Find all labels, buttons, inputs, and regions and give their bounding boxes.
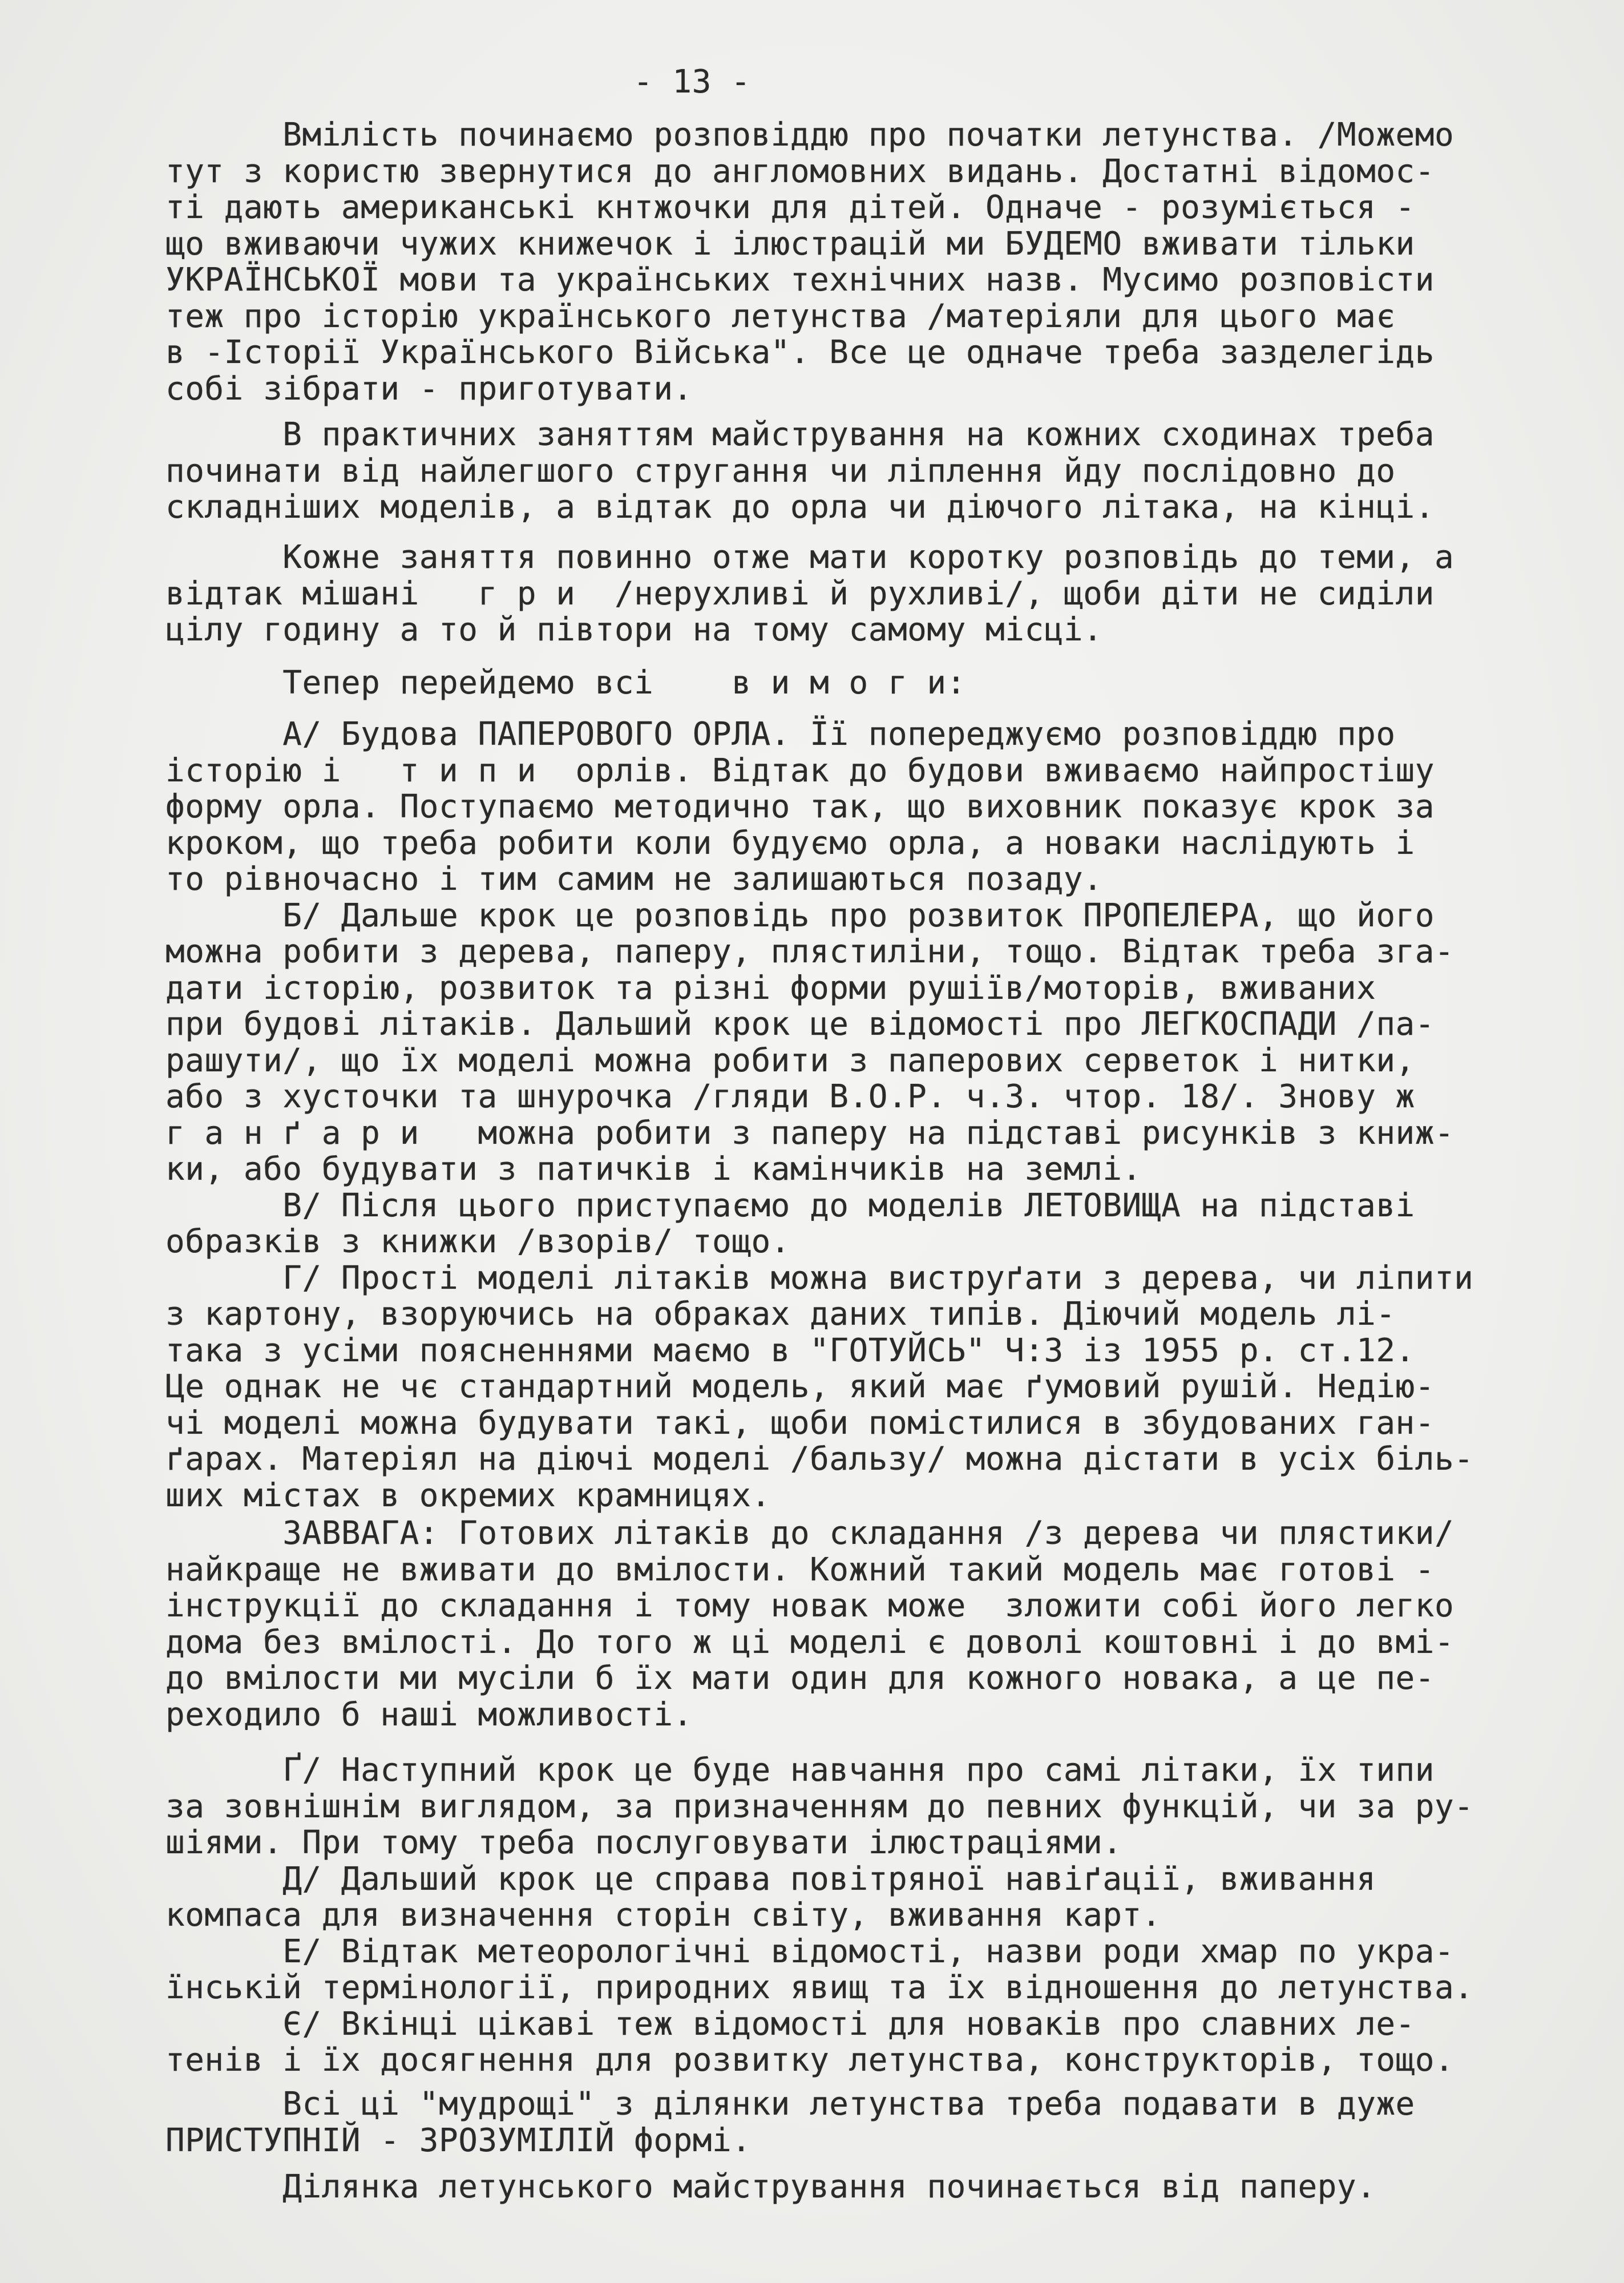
text-line: шіями. При тому треба послуговувати ілюстраціями. [165,1824,1122,1861]
paragraph-2 [165,417,1435,526]
text-line: складніших моделів, а відтак до орла чи діючого літака, на кінці. [165,489,1435,526]
text-line: УКРАЇНСЬКОЇ мови та українських технічних назв. Мусимо розповісти [165,261,1435,299]
text-line: що вживаючи чужих книжечок і ілюстрацій ми БУДЕМО вживати тільки [165,225,1415,263]
text-line: Ґ/ Наступний крок це буде навчання про самі літаки, їх типи [165,1752,1435,1789]
text-line: образків з книжки /взорів/ тощо. [165,1223,790,1260]
text-line: то рівночасно і тим самим не залишаються позаду. [165,861,1103,898]
text-line: при будові літаків. Дальший крок це відомості про ЛЕГКОСПАДИ /па- [165,1006,1435,1043]
text-line: г а н ґ а р и можна робити з паперу на підставі рисунків з книж- [165,1114,1455,1152]
text-line: Г/ Прості моделі літаків можна виструґати з дерева, чи ліпити [165,1259,1474,1297]
text-line: Е/ Відтак метеорологічні відомості, назви роди хмар по укра- [165,1933,1455,1970]
text-line: реходило б наші можливості. [165,1696,693,1733]
text-line: В/ Після цього приступаємо до моделів ЛЕТОВИЩА на підставі [165,1187,1415,1224]
text-line: або з хусточки та шнурочка /гляди В.О.Р. ч.3. чтор. 18/. Знову ж [165,1078,1415,1115]
text-line: Вмілість починаємо розповіддю про початки летунства. /Можемо [165,116,1455,154]
text-line: цілу годину а то й півтори на тому самому місці. [165,611,1103,648]
paragraph-8 [165,2086,1415,2159]
text-line: кроком, що треба робити коли будуємо орла, а новаки наслідують і [165,824,1415,862]
paragraph-4 [165,665,966,701]
text-line: до вмілости ми мусіли б їх мати один для кожного новака, а це пе- [165,1660,1435,1697]
text-line: Ділянка летунського майстрування починається від паперу. [165,2168,1376,2205]
text-line: теж про історію українського летунства /матеріяли для цього має [165,297,1396,335]
text-line: ґарах. Матеріял на діючі моделі /бальзу/ можна дістати в усіх біль- [165,1441,1474,1478]
text-line: відтак мішані г р и /нерухливі й рухливі/, щоби діти не сиділи [165,575,1435,612]
text-line: ПРИСТУПНІЙ - ЗРОЗУМІЛІЙ формі. [165,2121,752,2159]
text-line: Всі ці "мудрощі" з ділянки летунства треба подавати в дуже [165,2086,1415,2123]
text-line: дома без вмілості. До того ж ці моделі є доволі коштовні і до вмі- [165,1623,1455,1661]
text-line: тенів і їх досягнення для розвитку летунства, конструкторів, тощо. [165,2042,1455,2079]
text-line: В практичних заняттям майстрування на кожних сходинах треба [165,416,1435,453]
text-line: дати історію, розвиток та різні форми рушіїв/моторів, вживаних [165,969,1376,1007]
paragraph-6 [165,1515,1454,1733]
text-line: Це однак не чє стандартний модель, який має ґумовий рушій. Недію- [165,1368,1435,1405]
text-line: тут з користю звернутися до англомовних видань. Достатні відомос- [165,152,1435,190]
paragraph-3 [165,539,1454,648]
text-line: А/ Будова ПАПЕРОВОГО ОРЛА. Її попереджуємо розповіддю про [165,716,1396,753]
paragraph-1 [165,117,1454,407]
text-line: ки, або будувати з патичків і камінчиків на землі. [165,1151,1142,1188]
text-line: історію і т и п и орлів. Відтак до будови вживаємо найпростішу [165,752,1435,789]
text-line: їнській термінології, природних явищ та їх відношення до летунства. [165,1969,1474,2006]
text-line: за зовнішнім виглядом, за призначенням до певних функцій, чи за ру- [165,1788,1474,1825]
text-line: рашути/, що їх моделі можна робити з паперових серветок і нитки, [165,1042,1415,1079]
text-line: ЗАВВАГА: Готових літаків до складання /з дерева чи плястики/ [165,1515,1455,1552]
text-line: Д/ Дальший крок це справа повітряної навіґації, вживання [165,1860,1376,1898]
paragraph-7 [165,1752,1473,2079]
text-line: Кожне заняття повинно отже мати коротку розповідь до теми, а [165,539,1455,576]
text-line: Б/ Дальше крок це розповідь про розвиток ПРОПЕЛЕРА, що його [165,897,1435,934]
paragraph-5 [165,716,1473,1514]
paragraph-9 [165,2169,1376,2205]
text-line: форму орла. Поступаємо методично так, що виховник показує крок за [165,788,1435,825]
text-line: інструкції до складання і тому новак може зложити собі його легко [165,1587,1455,1624]
text-line: Є/ Вкінці цікаві теж відомості для новаків про славних ле- [165,2005,1415,2043]
text-line: така з усіми поясненнями маємо в "ГОТУЙСЬ" Ч:3 із 1955 р. ст.12. [165,1332,1415,1369]
text-line: Тепер перейдемо всі в и м о г и: [165,664,966,701]
text-line: в -Історії Українського Війська". Все це одначе треба зазделегідь [165,334,1435,371]
page-number: - 13 - [633,63,751,100]
text-line: ті дають американські кнтжочки для дітей. Одначе - розуміється - [165,189,1415,226]
text-line: починати від найлегшого стругання чи ліплення йду послідовно до [165,452,1396,490]
text-line: компаса для визначення сторін світу, вживання карт. [165,1897,1161,1934]
text-line: ших містах в окремих крамницях. [165,1477,771,1514]
text-line: собі зібрати - приготувати. [165,370,693,408]
text-line: з картону, взоруючись на обраках даних типів. Діючий модель лі- [165,1296,1396,1333]
text-line: найкраще не вживати до вмілости. Кожний такий модель має готові - [165,1551,1435,1588]
text-line: можна робити з дерева, паперу, плястиліни, тощо. Відтак треба зга- [165,933,1455,970]
text-line: чі моделі можна будувати такі, щоби помістилися в збудованих ган- [165,1404,1435,1442]
